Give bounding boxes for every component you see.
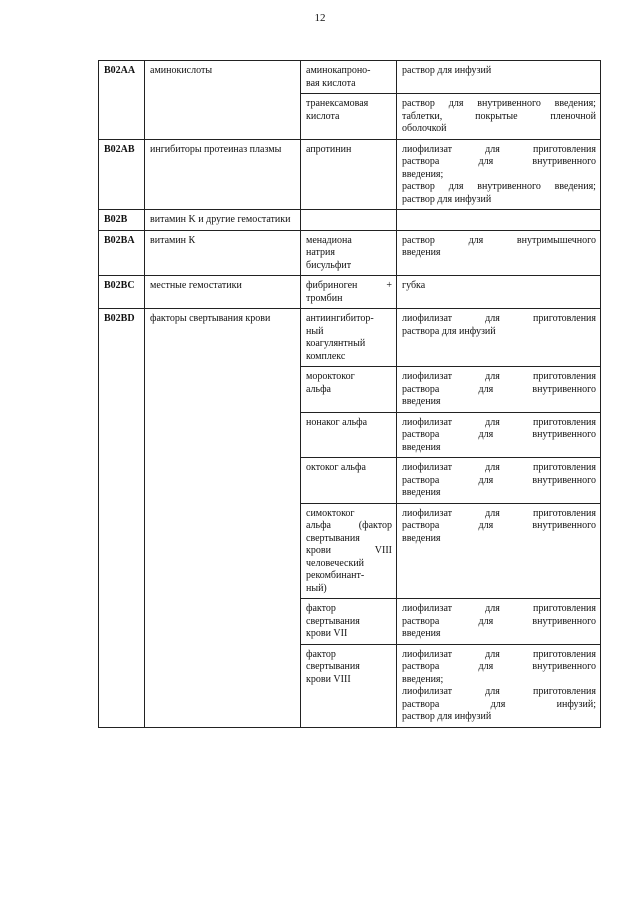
drug-name-line: бисульфит [306,259,352,271]
dosage-form-line: раствора для внутривенного [402,156,596,167]
dosage-form-line: введения [402,532,441,544]
drug-name-line: крови VIII [306,673,351,685]
dosage-form-line: раствора для внутривенного [402,615,596,627]
table-row [99,309,601,367]
dosage-form-line: раствор для внутримышечного [402,234,596,246]
dosage-form-line: раствора для внутривенного [402,520,596,531]
drug-name [301,309,397,367]
table-row [99,210,601,231]
dosage-form-line: раствора для внутривенного [402,429,596,440]
drug-table [98,60,601,728]
dosage-form-line: введения [402,247,441,258]
drug-name-line: транексамовая [306,98,369,109]
dosage-form-line: введения; [402,168,444,180]
drug-name-line: фибриноген + [306,280,392,291]
drug-name-line: менадиона [306,234,352,246]
drug-name-line: комплекс [306,350,346,362]
drug-name [301,458,397,504]
drug-name-line: нонаког альфа [306,416,368,428]
drug-name [301,644,397,727]
dosage-form [397,309,601,367]
group-name: факторы свертывания крови [145,309,301,728]
dosage-form-line: лиофилизат для приготовления [402,371,596,382]
dosage-form [397,644,601,727]
drug-name-line: крови VIII [306,545,392,556]
drug-name-line: октоког альфа [306,462,366,473]
drug-name [301,210,397,231]
drug-name-line: фактор [306,603,336,614]
drug-name-line: натрия [306,247,335,258]
atc-code: B02AA [99,61,145,140]
atc-code: B02BC [99,276,145,309]
group-name: аминокислоты [145,61,301,140]
drug-name-line [306,214,392,227]
drug-name [301,61,397,94]
drug-name-line: мороктоког [306,371,355,382]
atc-code: B02B [99,210,145,231]
dosage-form-line: раствора для инфузий; [402,698,596,710]
dosage-form-line: лиофилизат для приготовления [402,462,596,473]
dosage-form-line: губка [402,280,426,291]
dosage-form-line: раствор для внутривенного введения; [402,181,596,192]
drug-name-line: симоктоког [306,507,355,519]
dosage-form [397,503,601,599]
dosage-form [397,367,601,413]
dosage-form-line: введения [402,487,441,498]
table-row [99,61,601,94]
drug-name-line: альфа (фактор [306,520,392,531]
table-row [99,276,601,309]
dosage-form [397,94,601,140]
dosage-form [397,230,601,276]
drug-name-line: апротинин [306,143,352,155]
drug-name-line: коагулянтный [306,338,366,349]
group-name: местные гемостатики [145,276,301,309]
drug-name-line: ный [306,325,324,337]
dosage-form-line: раствор для внутривенного введения; [402,98,596,109]
dosage-form [397,61,601,94]
atc-code: B02BD [99,309,145,728]
drug-name-line: тромбин [306,292,343,304]
dosage-form-line: лиофилизат для приготовления [402,313,596,324]
table-row [99,230,601,276]
drug-name [301,94,397,140]
group-name: витамин K и другие гемостатики [145,210,301,231]
dosage-form-line: раствора для инфузий [402,325,496,337]
drug-name [301,367,397,413]
dosage-form-line: лиофилизат для приготовления [402,416,596,428]
drug-name [301,412,397,458]
dosage-form [397,276,601,309]
dosage-form-line: раствор для инфузий [402,65,492,76]
drug-name-line: фактор [306,648,336,660]
drug-name-line: кислота [306,110,340,122]
drug-name [301,599,397,645]
dosage-form-line: лиофилизат для приготовления [402,686,596,697]
dosage-form-line: раствор для инфузий [402,711,492,722]
atc-code: B02BA [99,230,145,276]
drug-name-line: свертывания [306,661,360,672]
drug-name-line: вая кислота [306,77,356,89]
dosage-form-line: введения [402,628,441,639]
drug-name-line: ный) [306,582,327,594]
dosage-form-line: лиофилизат для приготовления [402,507,596,519]
group-name: витамин К [145,230,301,276]
atc-code: B02AB [99,139,145,210]
drug-name [301,230,397,276]
page-number: 12 [314,12,326,24]
drug-name-line: свертывания [306,615,360,627]
drug-name-line: альфа [306,383,331,395]
drug-name-line: антиингибитор- [306,313,374,324]
dosage-form [397,458,601,504]
dosage-form-line: оболочкой [402,123,447,134]
drug-name-line: рекомбинант- [306,570,365,581]
drug-name-line: аминокапроно- [306,65,371,76]
dosage-form-line [402,214,596,227]
dosage-form-line: раствор для инфузий [402,193,492,205]
drug-name-line: человеческий [306,557,365,569]
drug-name-line: крови VII [306,628,348,639]
dosage-form-line: таблетки, покрытые пленочной [402,110,596,122]
dosage-form-line: лиофилизат для приготовления [402,648,596,660]
dosage-form-line: лиофилизат для приготовления [402,603,596,614]
drug-name [301,276,397,309]
dosage-form [397,412,601,458]
drug-table-body [99,61,601,728]
group-name: ингибиторы протеиназ плазмы [145,139,301,210]
dosage-form-line: введения; [402,673,444,685]
dosage-form-line: раствора для внутривенного [402,661,596,672]
dosage-form-line: введения [402,396,441,407]
dosage-form-line: раствора для внутривенного [402,383,596,395]
dosage-form [397,139,601,210]
table-row [99,139,601,210]
drug-name [301,503,397,599]
dosage-form-line: лиофилизат для приготовления [402,143,596,155]
dosage-form-line: введения [402,441,441,453]
dosage-form-line: раствора для внутривенного [402,474,596,486]
dosage-form [397,599,601,645]
drug-name-line: свертывания [306,532,360,544]
drug-name [301,139,397,210]
dosage-form [397,210,601,231]
